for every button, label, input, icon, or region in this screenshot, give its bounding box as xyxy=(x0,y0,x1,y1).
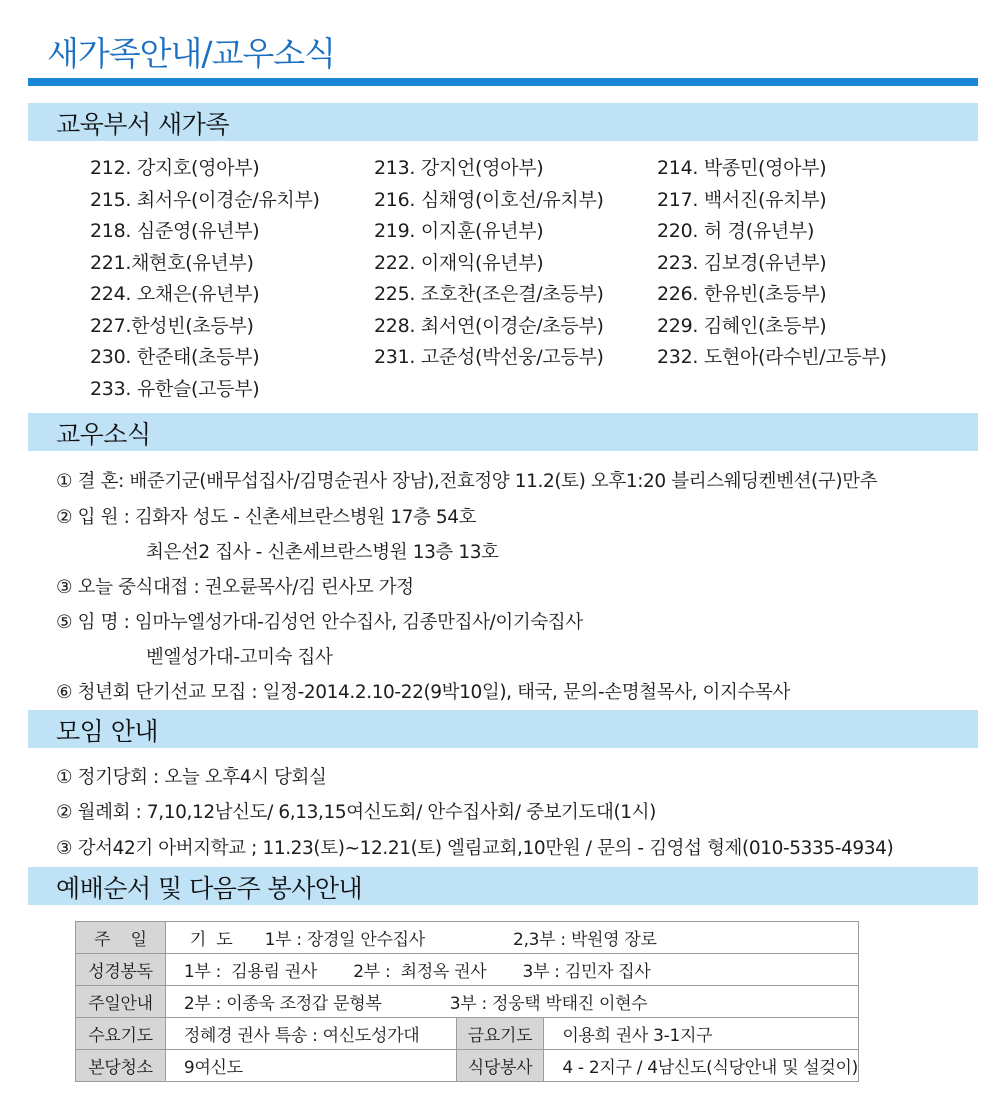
service-table xyxy=(75,921,859,1082)
meeting-line: ③ 강서42기 아버지학교 ; 11.23(토)~12.21(토) 엘림교회,10만원 / 문의 - 김영섭 형제(010-5335-4934) xyxy=(56,838,894,859)
news-line: 최은선2 집사 - 신촌세브란스병원 13층 13호 xyxy=(146,542,499,563)
list-item: 226. 한유빈(초등부) xyxy=(657,283,827,305)
news-line: 벧엘성가대-고미숙 집사 xyxy=(146,647,333,668)
list-item: 222. 이재익(유년부) xyxy=(374,251,544,274)
list-item: 219. 이지훈(유년부) xyxy=(374,220,544,242)
row-label: 주 일 xyxy=(76,922,166,954)
list-row xyxy=(90,185,970,217)
news-line: ⑥ 청년회 단기선교 모집 : 일정-2014.2.10-22(9박10일), 태국, 문의-손명철목사, 이지수목사 xyxy=(56,682,790,703)
list-row xyxy=(90,216,970,248)
section-header-church-news xyxy=(28,413,978,451)
row-value xyxy=(165,922,858,954)
table-row xyxy=(76,954,859,986)
news-line: ② 입 원 : 김화자 성도 - 신촌세브란스병원 17층 54호 xyxy=(56,507,477,528)
part1-value: 1부 : 장경일 안수집사 xyxy=(264,930,425,950)
list-item: 220. 허 경(유년부) xyxy=(657,220,815,242)
list-item: 225. 조호찬(조은결/초등부) xyxy=(374,283,604,305)
part3-value: 3부 : 김민자 집사 xyxy=(522,962,651,982)
page-title: 새가족안내/교우소식 xyxy=(47,34,336,73)
section-title: 예배순서 및 다음주 봉사안내 xyxy=(56,874,363,903)
part23-value: 2,3부 : 박원영 장로 xyxy=(513,930,657,950)
list-item: 216. 심채영(이호선/유치부) xyxy=(374,188,604,211)
list-row xyxy=(90,311,970,343)
list-row xyxy=(90,342,970,374)
list-item: 231. 고준성(박선웅/고등부) xyxy=(374,346,604,368)
list-row xyxy=(90,279,970,311)
list-item: 215. 최서우(이경순/유치부) xyxy=(90,188,320,211)
list-item: 212. 강지호(영아부) xyxy=(90,157,260,179)
meeting-line: ② 월례회 : 7,10,12남신도/ 6,13,15여신도회/ 안수집사회/ 중보기도대(1시) xyxy=(56,802,656,823)
row-value: 4 - 2지구 / 4남신도(식당안내 및 설겆이) xyxy=(544,1050,859,1082)
row-label: 성경봉독 xyxy=(76,954,166,986)
new-family-list xyxy=(90,153,970,405)
row-label: 본당청소 xyxy=(76,1050,166,1082)
list-item: 233. 유한슬(고등부) xyxy=(90,377,260,400)
list-item: 213. 강지언(영아부) xyxy=(374,157,544,179)
row-value: 9여신도 xyxy=(165,1050,456,1082)
row-label: 주일안내 xyxy=(76,986,166,1018)
news-line: ① 결 혼: 배준기군(배무섭집사/김명순권사 장남),전효정양 11.2(토) 오후1:20 블리스웨딩켄벤션(구)만추 xyxy=(56,471,878,492)
meeting-line: ① 정기당회 : 오늘 오후4시 당회실 xyxy=(56,767,327,788)
part2-value: 2부 : 이종욱 조정갑 문형복 xyxy=(183,994,382,1014)
list-row xyxy=(90,374,970,406)
part2-value: 2부 : 최정옥 권사 xyxy=(353,962,487,982)
news-line: ③ 오늘 중식대접 : 권오륜목사/김 린사모 가정 xyxy=(56,577,414,598)
list-item: 230. 한준태(초등부) xyxy=(90,346,260,368)
part1-value: 1부 : 김용림 권사 xyxy=(183,962,318,982)
table-row xyxy=(76,1018,859,1050)
table-row xyxy=(76,986,859,1018)
list-item: 221.채현호(유년부) xyxy=(90,251,254,274)
section-header-worship xyxy=(28,867,978,905)
list-item: 228. 최서연(이경순/초등부) xyxy=(374,314,604,337)
row-label: 금요기도 xyxy=(456,1018,544,1050)
table-row xyxy=(76,922,859,954)
row-value: 정혜경 권사 특송 : 여신도성가대 xyxy=(165,1018,456,1050)
list-item: 232. 도현아(라수빈/고등부) xyxy=(657,346,887,368)
row-value: 이용희 권사 3-1지구 xyxy=(544,1018,859,1050)
section-title: 교육부서 새가족 xyxy=(56,110,229,139)
table-row xyxy=(76,1050,859,1082)
list-item: 214. 박종민(영아부) xyxy=(657,157,827,179)
list-item: 227.한성빈(초등부) xyxy=(90,314,254,337)
row-label: 식당봉사 xyxy=(456,1050,544,1082)
row-label: 수요기도 xyxy=(76,1018,166,1050)
section-header-new-family xyxy=(28,103,978,141)
list-row xyxy=(90,153,970,185)
prayer-label: 기 도 xyxy=(189,930,233,950)
part3-value: 3부 : 정웅택 박태진 이현수 xyxy=(449,994,648,1014)
list-item: 229. 김혜인(초등부) xyxy=(657,314,827,337)
list-item: 217. 백서진(유치부) xyxy=(657,188,827,211)
title-rule xyxy=(28,78,978,86)
news-line: ⑤ 임 명 : 임마누엘성가대-김성언 안수집사, 김종만집사/이기숙집사 xyxy=(56,612,583,633)
list-item: 223. 김보경(유년부) xyxy=(657,251,827,274)
row-value xyxy=(165,986,858,1018)
section-title: 모임 안내 xyxy=(56,717,159,746)
row-value xyxy=(165,954,858,986)
list-row xyxy=(90,248,970,280)
list-item: 218. 심준영(유년부) xyxy=(90,220,260,242)
section-header-meetings xyxy=(28,710,978,748)
list-item: 224. 오채은(유년부) xyxy=(90,283,260,305)
section-title: 교우소식 xyxy=(56,420,151,449)
